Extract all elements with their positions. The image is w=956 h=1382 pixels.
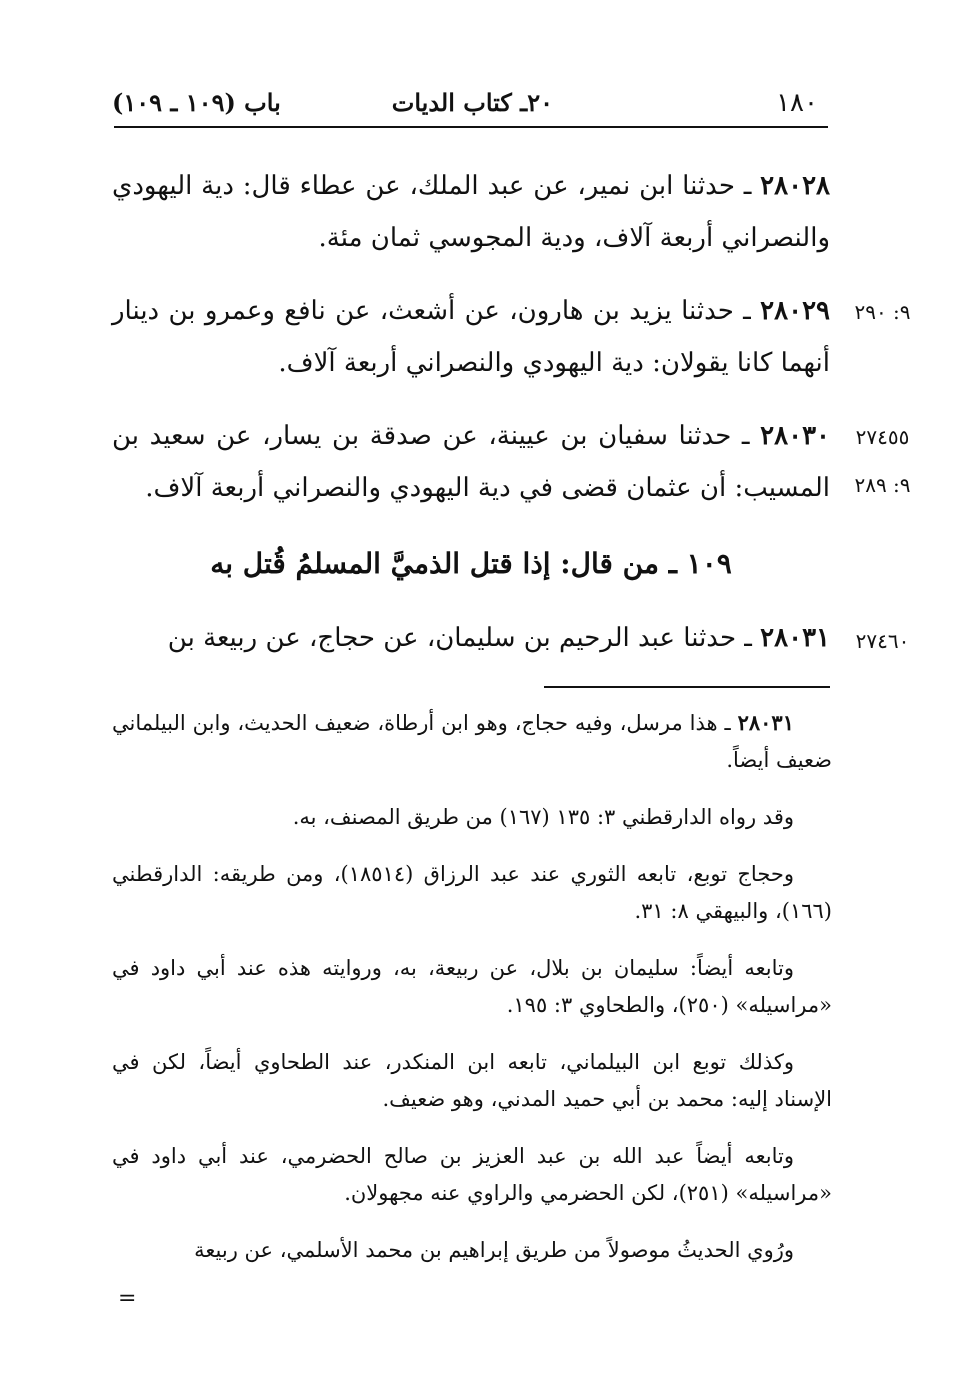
footnote-paragraph: وحجاج توبع، تابعه الثوري عند عبد الرزاق (١٨٥١٤)، ومن طريقه: الدارقطني (١٦٦)، والبيهقي ٨: ٣١. (112, 862, 832, 923)
footnote-number: ٢٨٠٣١ (737, 710, 794, 735)
hadith-number: ٢٨٠٢٩ (760, 296, 830, 326)
footnote-paragraph (112, 704, 832, 779)
margin-reference: ٢٧٤٦٠ (855, 629, 910, 653)
hadith-text: ـ حدثنا ابن نمير، عن عبد الملك، عن عطاء قال: دية اليهودي والنصراني أربعة آلاف، ودية المجوسي ثمان مئة. (112, 171, 830, 253)
footnotes (112, 704, 832, 1289)
margin-reference: ٩: ٢٨٩ (854, 473, 911, 497)
hadith-number: ٢٨٠٢٨ (760, 171, 830, 201)
hadith-entry (112, 285, 830, 389)
footnote-paragraph: وقد رواه الدارقطني ٣: ١٣٥ (١٦٧) من طريق المصنف، به. (292, 805, 794, 829)
footnote-paragraph: وتابعه أيضاً: سليمان بن بلال، عن ربيعة، به، وروايته هذه عند أبي داود في «مراسيله» (٢٥٠)، والطحاوي ٣: ١٩٥. (112, 956, 832, 1017)
footnote-paragraph: ورُوي الحديثُ موصولاً من طريق إبراهيم بن محمد الأسلمي، عن ربيعة (194, 1238, 794, 1262)
page-header (112, 84, 828, 124)
footnote-paragraph: وكذلك توبع ابن البيلماني، تابعه ابن المنكدر، عند الطحاوي أيضاً، لكن في الإسناد إليه: محمد بن أبي حميد المدني، وهو ضعيف. (112, 1050, 832, 1111)
hadith-entry (112, 160, 830, 264)
section-heading: ١٠٩ ـ من قال: إذا قتل الذميَّ المسلمُ قُتل به (210, 547, 732, 580)
hadith-text: ـ حدثنا يزيد بن هارون، عن أشعث، عن نافع وعمرو بن دينار أنهما كانا يقولان: دية اليهودي والنصراني أربعة آلاف. (112, 296, 830, 378)
page-number: ١٨٠ (776, 88, 818, 118)
footnote-paragraph: وتابعه أيضاً عبد الله بن عبد العزيز بن صالح الحضرمي، عند أبي داود في «مراسيله» (٢٥١)، لكن الحضرمي والراوي عنه مجهولان. (112, 1144, 832, 1205)
chapter-range: باب (١٠٩ ـ ١٠٩) (112, 88, 281, 117)
hadith-text: ـ حدثنا سفيان بن عيينة، عن صدقة بن يسار، عن سعيد بن المسيب: أن عثمان قضى في دية اليهودي والنصراني أربعة آلاف. (112, 421, 830, 503)
margin-reference: ٢٧٤٥٥ (855, 425, 910, 449)
footnote-text: ـ هذا مرسل، وفيه حجاج، وهو ابن أرطاة، ضعيف الحديث، وابن البيلماني ضعيف أيضاً. (112, 711, 832, 772)
header-rule (114, 126, 828, 128)
hadith-entry (112, 612, 830, 664)
hadith-number: ٢٨٠٣١ (760, 623, 830, 653)
margin-reference: ٩: ٢٩٠ (854, 300, 911, 324)
hadith-text: ـ حدثنا عبد الرحيم بن سليمان، عن حجاج، عن ربيعة بن (167, 623, 761, 653)
continuation-mark: = (118, 1286, 137, 1311)
hadith-number: ٢٨٠٣٠ (760, 421, 830, 451)
hadith-entry (112, 410, 830, 514)
book-title: ٢٠ـ كتاب الديات (391, 88, 553, 117)
footnote-rule (544, 686, 830, 688)
